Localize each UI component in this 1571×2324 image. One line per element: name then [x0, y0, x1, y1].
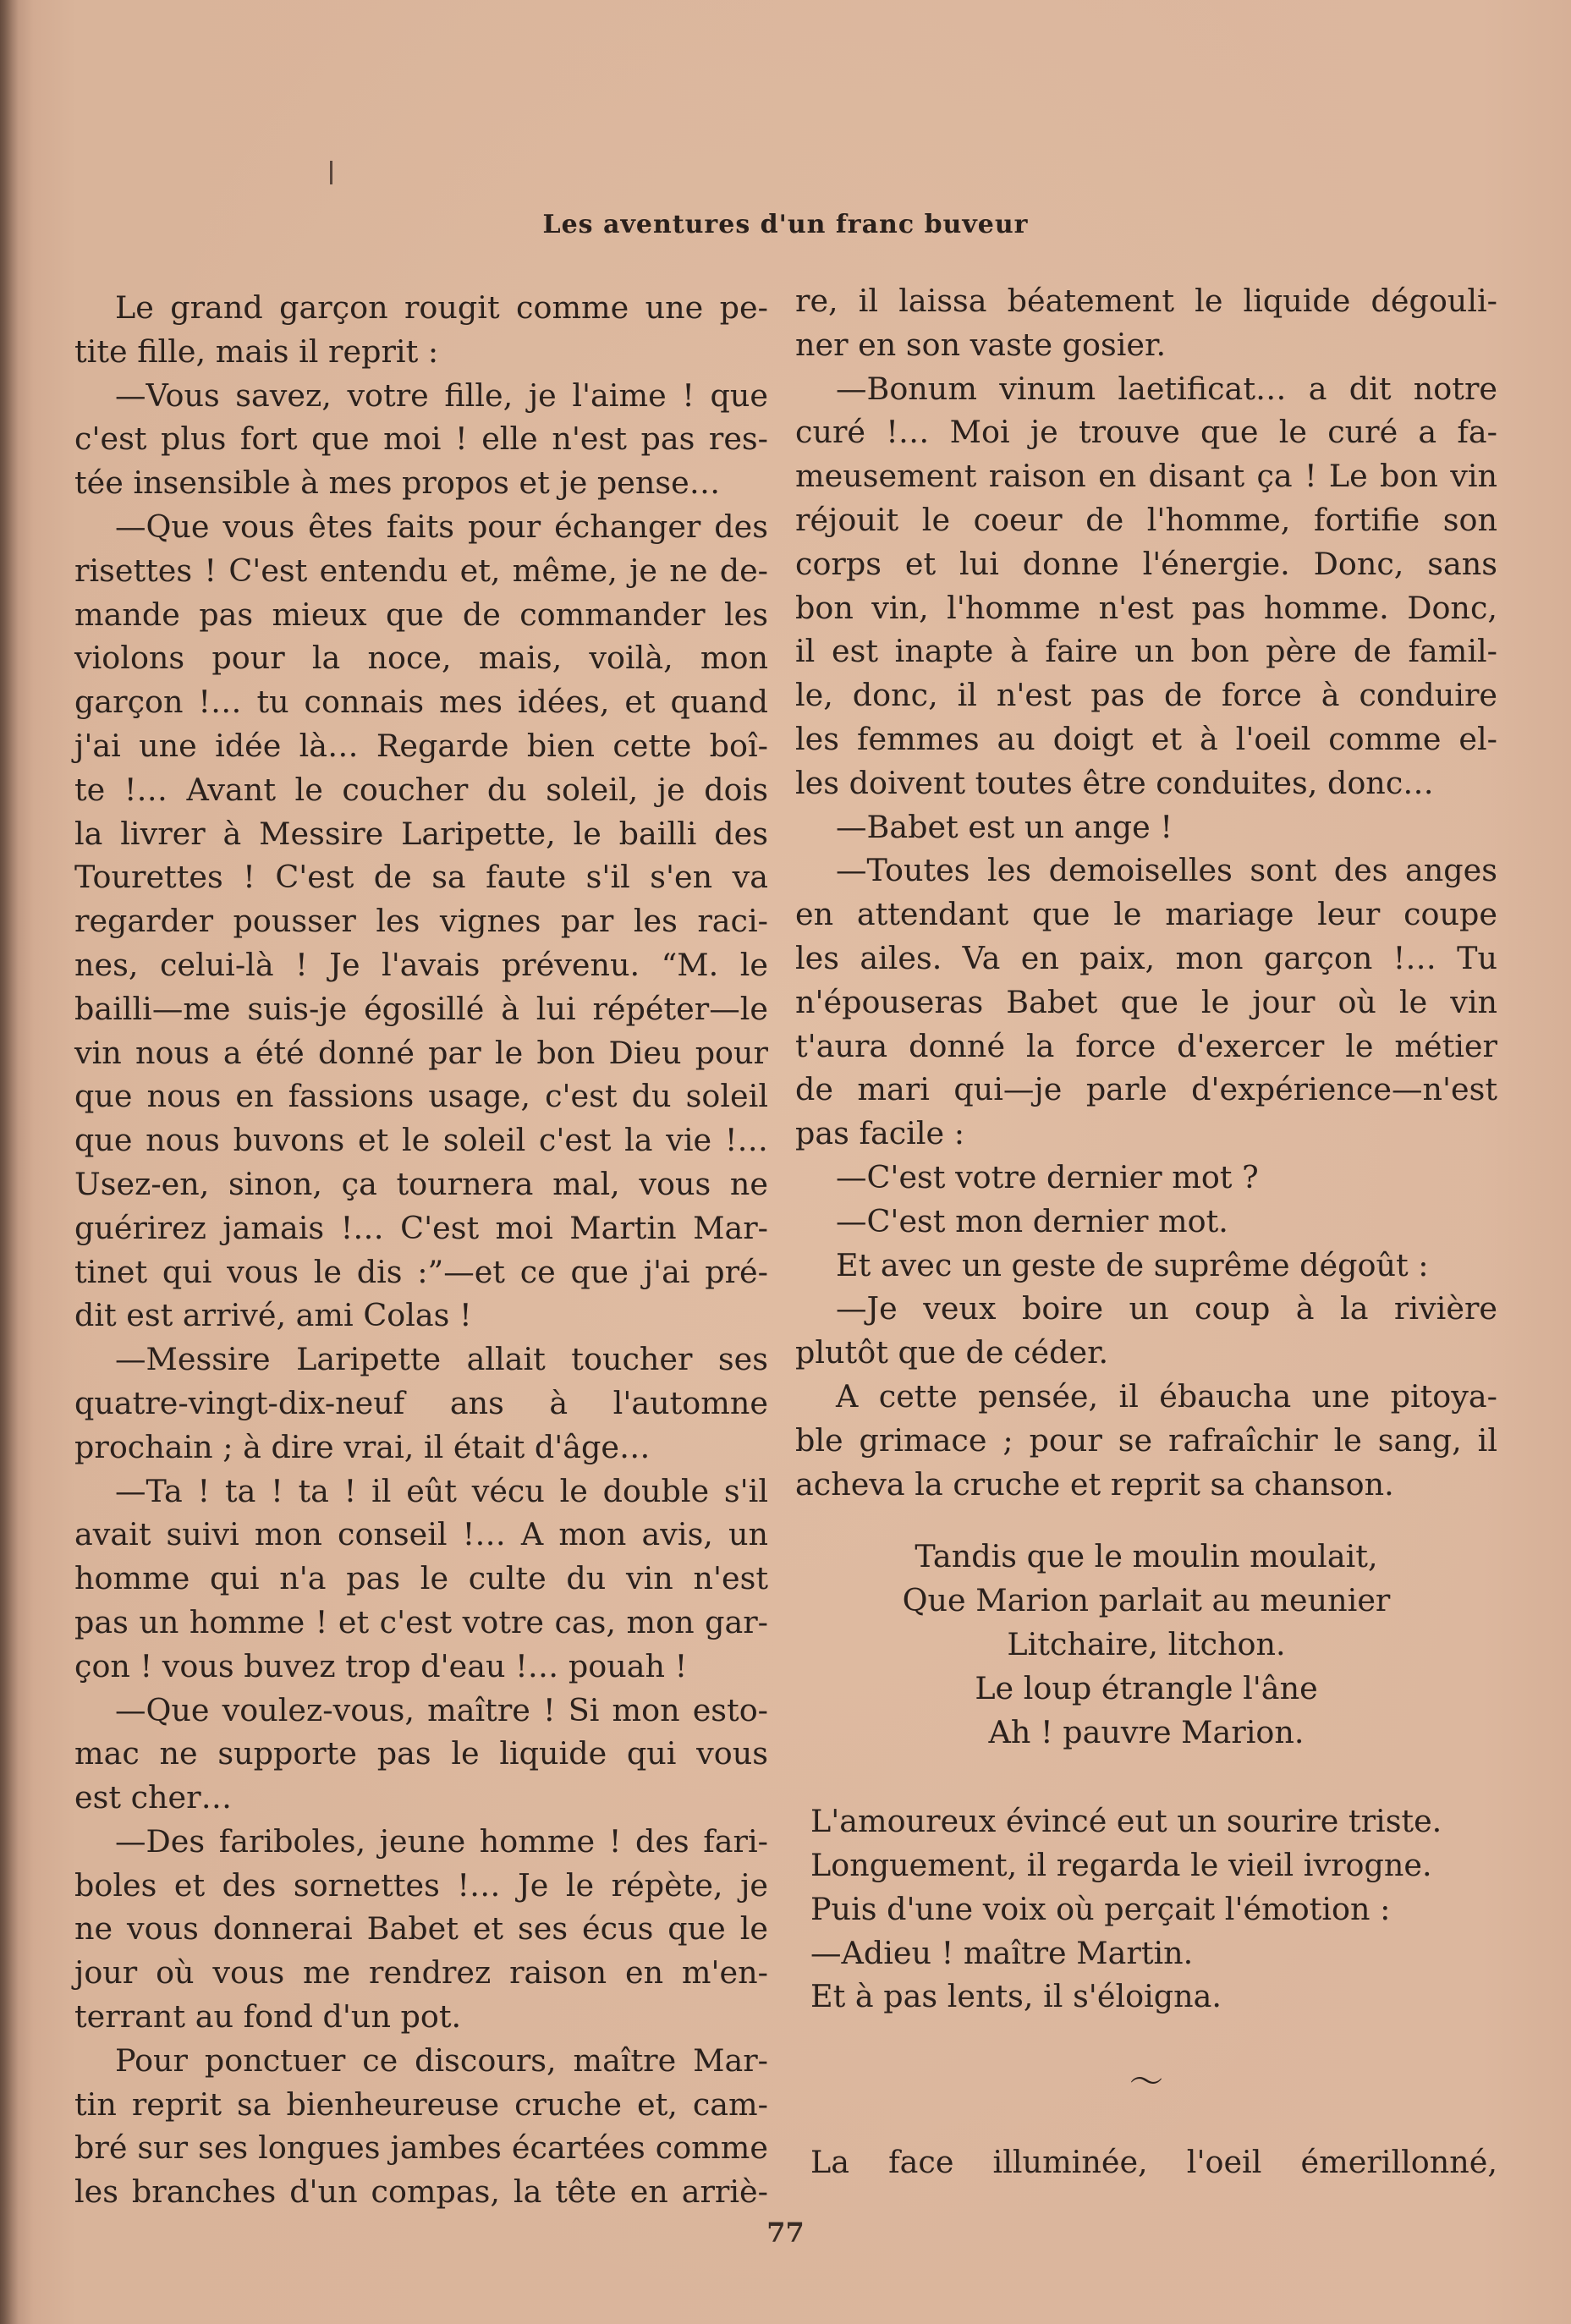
left-column-line: que nous buvons et le soleil c'est la vie !…	[74, 1122, 768, 1159]
right-column-line: Puis d'une voix où perçait l'émotion :	[810, 1890, 1391, 1927]
left-column-line: tinet qui vous le dis :”—et ce que j'ai pré-	[74, 1253, 768, 1290]
left-column-line: —Messire Laripette allait toucher ses	[115, 1341, 768, 1378]
song-verse	[795, 1535, 1497, 1754]
right-column-line: les ailes. Va en paix, mon garçon !… Tu	[795, 939, 1497, 976]
left-column-line: tin reprit sa bienheureuse cruche et, cam-	[74, 2085, 768, 2123]
left-column-line: pas un homme ! et c'est votre cas, mon gar-	[74, 1603, 768, 1640]
right-column-line: —Adieu ! maître Martin.	[810, 1934, 1194, 1971]
page-number: 77	[766, 2217, 805, 2249]
left-column-line: nes, celui-là ! Je l'avais prévenu. “M. le	[74, 946, 768, 983]
verse-gap	[795, 1754, 1497, 1799]
right-column-line: re, il laissa béatement le liquide dégouli-	[795, 283, 1497, 319]
left-column-line: que nous en fassions usage, c'est du soleil	[74, 1078, 768, 1115]
left-column-line: bré sur ses longues jambes écartées comme	[74, 2129, 768, 2167]
left-column-line: te !… Avant le coucher du soleil, je dois	[74, 771, 768, 808]
section-ornament: 〜	[1129, 2063, 1163, 2102]
left-column-line: la livrer à Messire Laripette, le bailli des	[74, 815, 768, 852]
right-column-line: les doivent toutes être conduites, donc…	[795, 764, 1434, 801]
right-column-line: les femmes au doigt et à l'oeil comme el-	[795, 720, 1497, 757]
left-column-line: est cher…	[74, 1779, 233, 1816]
right-column-line: bon vin, l'homme n'est pas homme. Donc,	[795, 589, 1497, 626]
left-column-line: Le grand garçon rougit comme une pe-	[115, 289, 768, 326]
right-column-line: —Babet est un ange !	[836, 808, 1173, 845]
right-column-prose	[795, 279, 1497, 1506]
final-line: La face illuminée, l'oeil émerillonné,	[810, 2144, 1497, 2181]
left-column-line: mande pas mieux que de commander les	[74, 596, 768, 633]
left-column-line: quatre-vingt-dix-neuf ans à l'automne	[74, 1384, 768, 1421]
left-column-line: mac ne supporte pas le liquide qui vous	[74, 1735, 768, 1772]
left-column-line: —Ta ! ta ! ta ! il eût vécu le double s'il	[115, 1472, 768, 1509]
left-column-line: risettes ! C'est entendu et, même, je ne de-	[74, 552, 768, 589]
right-column-line: il est inapte à faire un bon père de famil-	[795, 633, 1497, 670]
right-column-line: t'aura donné la force d'exercer le métier	[795, 1027, 1497, 1064]
left-column-line: tite fille, mais il reprit :	[74, 332, 439, 370]
right-column-line: pas facile :	[795, 1115, 965, 1152]
left-column-line: tée insensible à mes propos et je pense…	[74, 464, 721, 502]
verse-line: Ah ! pauvre Marion.	[988, 1713, 1305, 1750]
left-column-line: bailli—me suis-je égosillé à lui répéter—le	[74, 990, 768, 1027]
left-column-line: vin nous a été donné par le bon Dieu pour	[74, 1034, 768, 1071]
verse-line: Litchaire, litchon.	[1007, 1625, 1286, 1662]
right-column-line: —C'est votre dernier mot ?	[836, 1158, 1259, 1195]
left-column-line: ne vous donnerai Babet et ses écus que le	[74, 1910, 768, 1948]
right-column-line: L'amoureux évincé eut un sourire triste.	[810, 1803, 1442, 1840]
left-column-line: —Vous savez, votre fille, je l'aime ! que	[115, 376, 768, 414]
verse-line: Que Marion parlait au meunier	[902, 1582, 1391, 1619]
right-column-line: —Je veux boire un coup à la rivière	[836, 1290, 1497, 1327]
left-column-line: Pour ponctuer ce discours, maître Mar-	[115, 2041, 768, 2079]
left-column-line: j'ai une idée là… Regarde bien cette boî-	[74, 727, 768, 764]
left-column-line: garçon !… tu connais mes idées, et quand	[74, 684, 768, 721]
left-column-line: avait suivi mon conseil !… A mon avis, un	[74, 1516, 768, 1553]
verse-line: Le loup étrangle l'âne	[975, 1669, 1318, 1706]
right-column-line: réjouit le coeur de l'homme, fortifie son	[795, 501, 1497, 538]
left-column-line: terrant au fond d'un pot.	[74, 1998, 462, 2036]
right-column-line: Longuement, il regarda le vieil ivrogne.	[810, 1847, 1432, 1884]
verse-line: Tandis que le moulin moulait,	[915, 1538, 1378, 1575]
left-column-line: prochain ; à dire vrai, il était d'âge…	[74, 1428, 651, 1465]
left-column-line: —Que vous êtes faits pour échanger des	[115, 508, 768, 545]
right-column-line: ner en son vaste gosier.	[795, 326, 1167, 363]
left-column-line: dit est arrivé, ami Colas !	[74, 1297, 472, 1334]
left-column-line: —Que voulez-vous, maître ! Si mon esto-	[115, 1691, 768, 1728]
left-column-line: guérirez jamais !… C'est moi Martin Mar-	[74, 1209, 768, 1246]
left-column-line: les branches d'un compas, la tête en arriè-	[74, 2173, 768, 2211]
left-column	[74, 286, 768, 2214]
running-head: Les aventures d'un franc buveur	[542, 210, 1029, 239]
right-column-line: curé !… Moi je trouve que le curé a fa-	[795, 414, 1497, 451]
right-column-line: en attendant que le mariage leur coupe	[795, 896, 1497, 933]
left-column-line: —Des fariboles, jeune homme ! des fari-	[115, 1822, 768, 1860]
right-column-line: n'épouseras Babet que le jour où le vin	[795, 983, 1497, 1020]
ink-mark	[330, 161, 332, 184]
right-column-line: —C'est mon dernier mot.	[836, 1202, 1228, 1239]
left-column-line: Tourettes ! C'est de sa faute s'il s'en va	[74, 859, 768, 896]
right-column-line: acheva la cruche et reprit sa chanson.	[795, 1465, 1394, 1503]
left-column-line: c'est plus fort que moi ! elle n'est pas res-	[74, 420, 768, 458]
right-column-line: corps et lui donne l'énergie. Donc, sans	[795, 545, 1497, 582]
left-column-line: violons pour la noce, mais, voilà, mon	[74, 640, 768, 677]
left-column-line: Usez-en, sinon, ça tournera mal, vous ne	[74, 1165, 768, 1202]
right-column-after-verse	[795, 1799, 1497, 2019]
right-column-line: Et avec un geste de suprême dégoût :	[836, 1246, 1429, 1283]
right-column-line: A cette pensée, il ébaucha une pitoya-	[836, 1377, 1497, 1415]
binding-shadow	[0, 0, 19, 2324]
left-column-line: boles et des sornettes !… Je le répète, je	[74, 1866, 768, 1904]
right-column-line: de mari qui—je parle d'expérience—n'est	[795, 1071, 1497, 1108]
right-column-line: Et à pas lents, il s'éloigna.	[810, 1978, 1222, 2015]
right-column-line: plutôt que de céder.	[795, 1334, 1109, 1371]
left-column-line: jour où vous me rendrez raison en m'en-	[74, 1954, 768, 1992]
right-column	[795, 279, 1497, 2184]
left-column-line: regarder pousser les vignes par les raci-	[74, 903, 768, 940]
right-column-line: ble grimace ; pour se rafraîchir le sang, il	[795, 1421, 1497, 1459]
right-column-line: le, donc, il n'est pas de force à conduire	[795, 677, 1497, 714]
left-column-line: çon ! vous buvez trop d'eau !… pouah !	[74, 1647, 688, 1684]
right-column-line: meusement raison en disant ça ! Le bon vin	[795, 458, 1497, 495]
left-column-line: homme qui n'a pas le culte du vin n'est	[74, 1560, 768, 1597]
right-column-line: —Toutes les demoiselles sont des anges	[836, 852, 1497, 889]
right-column-line: —Bonum vinum laetificat… a dit notre	[836, 370, 1497, 407]
